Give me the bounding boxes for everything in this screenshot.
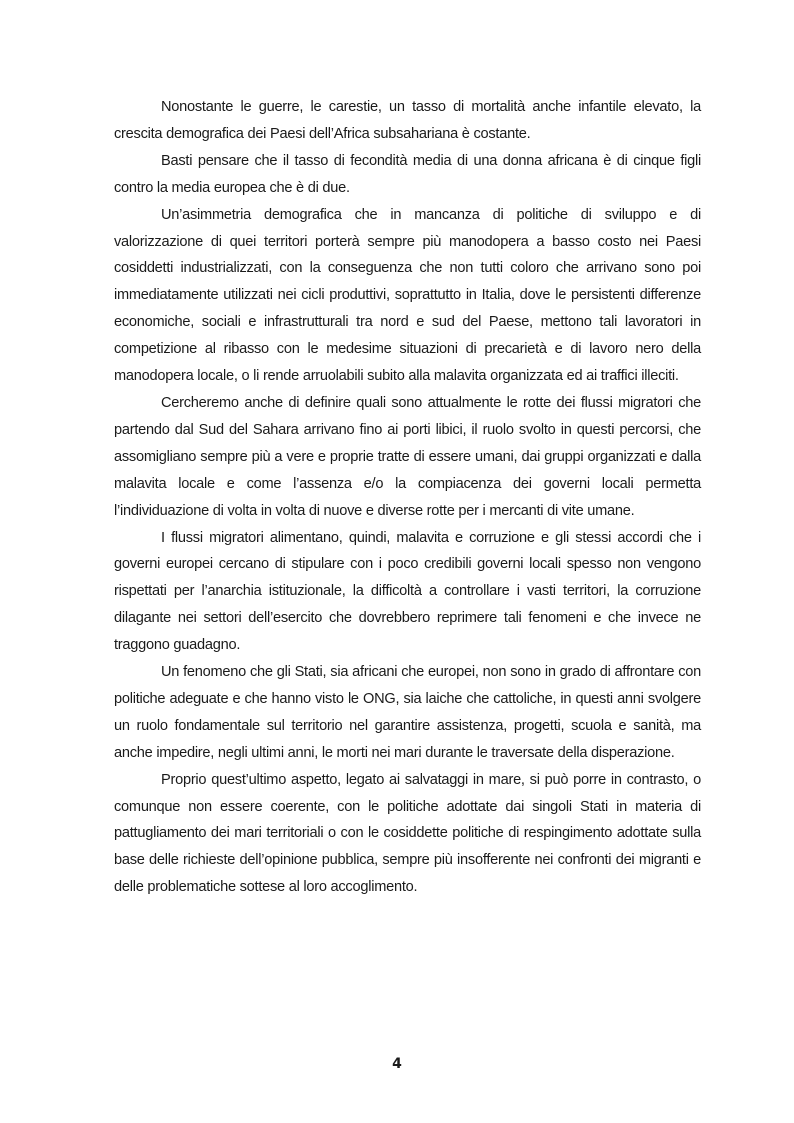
paragraph-7: Proprio quest’ultimo aspetto, legato ai salvataggi in mare, si può porre in contrasto, o comunque non essere coerente, con le politiche adottate dai singoli Stati in materia di pattugliamento dei mari territoriali o con le cosiddette politiche di respingimento adottate sulla base delle richieste dell’opinione pubblica, sempre più insofferente nei confronti dei migranti e delle problematiche sottese al loro accoglimento. bbox=[114, 771, 701, 896]
paragraph-4: Cercheremo anche di definire quali sono attualmente le rotte dei flussi migratori che partendo dal Sud del Sahara arrivano fino ai porti libici, il ruolo svolto in questi percorsi, che assomigliano sempre più a vere e proprie tratte di essere umani, dai gruppi organizzati e dalla malavita locale e come l’assenza e/o la compiacenza dei governi locali permetta l’individuazione di volta in volta di nuove e diverse rotte per i mercanti di vite umane. bbox=[114, 394, 701, 519]
page-number: 4 bbox=[392, 1056, 402, 1072]
paragraph-3: Un’asimmetria demografica che in mancanza di politiche di sviluppo e di valorizzazione di quei territori porterà sempre più manodopera a basso costo nei Paesi cosiddetti industrializzati, con la conseguenza che non tutti coloro che arrivano sono poi immediatamente utilizzati nei cicli produttivi, soprattutto in Italia, dove le persistenti differenze economiche, sociali e infrastrutturali tra nord e sud del Paese, mettono tali lavoratori in competizione al ribasso con le medesime situazioni di precarietà e di lavoro nero della manodopera locale, o li rende arruolabili subito alla malavita organizzata ed ai traffici illeciti. bbox=[114, 206, 701, 385]
paragraph-2: Basti pensare che il tasso di fecondità media di una donna africana è di cinque figli contro la media europea che è di due. bbox=[114, 152, 701, 196]
paragraph-5: I flussi migratori alimentano, quindi, malavita e corruzione e gli stessi accordi che i governi europei cercano di stipulare con i poco credibili governi locali spesso non vengono rispettati per l’anarchia istituzionale, la difficoltà a controllare i vasti territori, la corruzione dilagante nei settori dell’esercito che dovrebbero reprimere tali fenomeni e che invece ne traggono guadagno. bbox=[114, 529, 701, 654]
paragraph-6: Un fenomeno che gli Stati, sia africani che europei, non sono in grado di affrontare con politiche adeguate e che hanno visto le ONG, sia laiche che cattoliche, in questi anni svolgere un ruolo fondamentale sul territorio nel garantire assistenza, progetti, scuola e sanità, ma anche impedire, negli ultimi anni, le morti nei mari durante le traversate della disperazione. bbox=[114, 664, 701, 761]
paragraph-1: Nonostante le guerre, le carestie, un tasso di mortalità anche infantile elevato, la crescita demografica dei Paesi dell’Africa subsahariana è costante. bbox=[114, 99, 701, 142]
body-text bbox=[114, 94, 701, 901]
